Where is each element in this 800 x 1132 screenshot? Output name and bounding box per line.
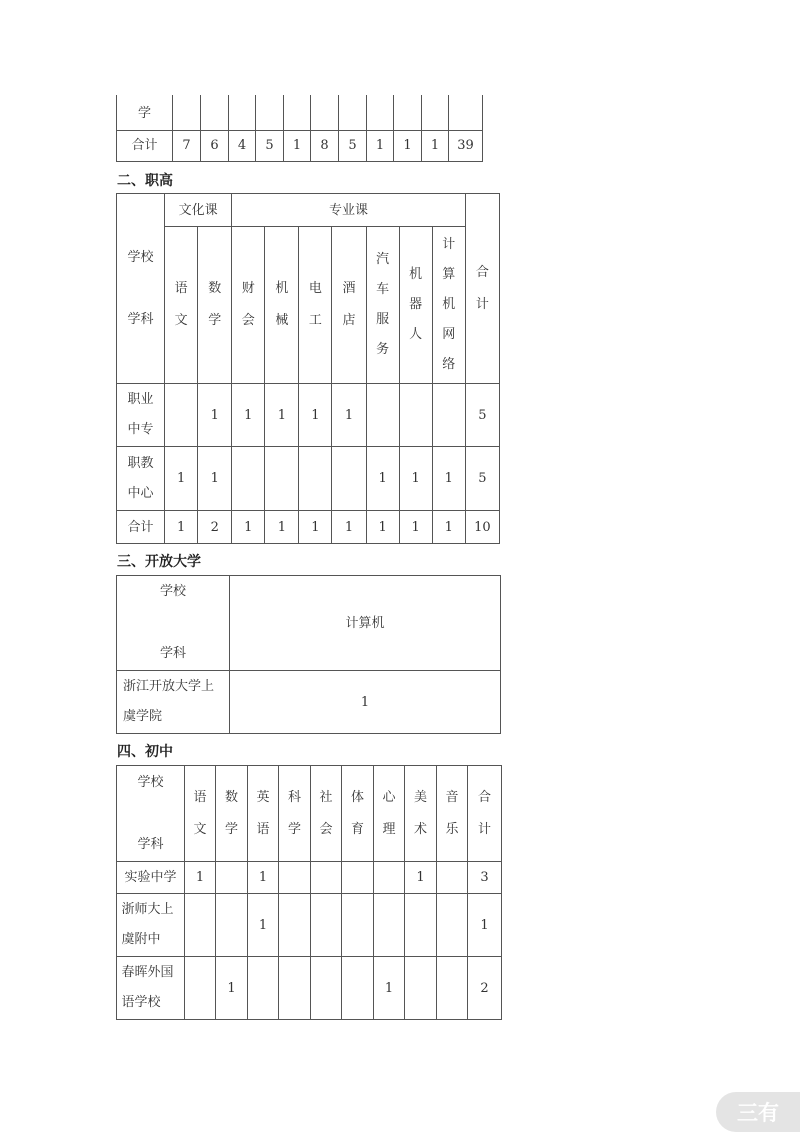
- table-cell: 2: [468, 957, 502, 1020]
- table-cell: 1: [230, 671, 501, 734]
- table-cell: 10: [465, 511, 499, 544]
- table-cell: [405, 957, 437, 1020]
- subject-header: 语文: [165, 227, 198, 384]
- group-header-culture: 文化课: [165, 194, 232, 227]
- table-cell: [265, 447, 299, 511]
- table-row-total: [117, 511, 500, 544]
- subject-header-row: [117, 227, 500, 384]
- table-cell: [216, 894, 248, 957]
- corner-header: [117, 766, 185, 862]
- subject-header: 音乐: [437, 766, 468, 862]
- table-cell: 1: [284, 130, 311, 161]
- table-cell: [432, 384, 465, 447]
- table-cell: 7: [173, 130, 201, 161]
- table-cell: 1: [405, 862, 437, 894]
- total-label: 合计: [117, 511, 165, 544]
- table-header-row: [117, 766, 502, 862]
- school-name: 浙师大上虞附中: [117, 894, 185, 957]
- table-cell: 1: [265, 384, 299, 447]
- table-cell: [311, 894, 342, 957]
- table-cell: [299, 447, 332, 511]
- table-cell: 2: [198, 511, 232, 544]
- table-cell: 1: [232, 384, 265, 447]
- table-cell: [185, 894, 216, 957]
- table-row: [117, 95, 483, 130]
- table-cell: 1: [216, 957, 248, 1020]
- table-cell: [374, 894, 405, 957]
- table-cell: [342, 894, 374, 957]
- table-cell: [311, 957, 342, 1020]
- table-cell: 1: [248, 894, 279, 957]
- table-cell: [232, 447, 265, 511]
- table-cell: 1: [399, 511, 432, 544]
- subject-header: 财会: [232, 227, 265, 384]
- table-cell: 1: [332, 384, 366, 447]
- table-cell: [279, 957, 311, 1020]
- table-row-total: [117, 130, 483, 161]
- table-cell: 39: [449, 130, 483, 161]
- table-cell: 1: [165, 511, 198, 544]
- table-cell: [311, 862, 342, 894]
- table-cell: 1: [432, 447, 465, 511]
- school-name: 实验中学: [117, 862, 185, 894]
- table-cell: 1: [165, 447, 198, 511]
- subject-header: 社会: [311, 766, 342, 862]
- table-cell: [437, 957, 468, 1020]
- table-continued: [116, 95, 483, 162]
- subject-header: 酒店: [332, 227, 366, 384]
- table-cell: 1: [248, 862, 279, 894]
- table-cell: [437, 894, 468, 957]
- table-cell: 1: [367, 130, 394, 161]
- table-cell: [332, 447, 366, 511]
- table-cell: [374, 862, 405, 894]
- open-university-table: [116, 575, 501, 734]
- table-cell: 1: [399, 447, 432, 511]
- junior-high-table: [116, 765, 502, 1020]
- corner-header: [117, 194, 165, 384]
- corner-school-label: 学校: [137, 774, 164, 790]
- table-cell: 1: [468, 894, 502, 957]
- subject-header: 计算机网络: [432, 227, 465, 384]
- subject-header: 机械: [265, 227, 299, 384]
- table-cell: 5: [256, 130, 284, 161]
- table-row: [117, 447, 500, 511]
- table-row: [117, 384, 500, 447]
- table-cell: 1: [394, 130, 422, 161]
- school-name: 职业中专: [117, 384, 165, 447]
- table-cell: 8: [311, 130, 339, 161]
- table-cell: 1: [299, 511, 332, 544]
- table-cell: 5: [465, 384, 499, 447]
- total-label: 合计: [117, 130, 173, 161]
- subject-header: 体育: [342, 766, 374, 862]
- table-cell: [165, 384, 198, 447]
- table-row: [117, 671, 501, 734]
- subject-header: 英语: [248, 766, 279, 862]
- corner-subject-label: 学科: [159, 646, 186, 661]
- vocational-table: [116, 193, 500, 544]
- table-cell: 5: [465, 447, 499, 511]
- table-row: [117, 957, 502, 1020]
- table-cell: 1: [432, 511, 465, 544]
- school-name: 浙江开放大学上虞学院: [117, 671, 230, 734]
- corner-subject-label: 学科: [137, 836, 164, 852]
- table-cell: 1: [185, 862, 216, 894]
- table-cell: 3: [468, 862, 502, 894]
- table-cell: [342, 862, 374, 894]
- table-cell: [216, 862, 248, 894]
- table-cell: 5: [339, 130, 367, 161]
- table-cell: [279, 862, 311, 894]
- brand-logo[interactable]: 三有: [716, 1092, 800, 1132]
- table-cell: [279, 894, 311, 957]
- table-cell: [405, 894, 437, 957]
- table-cell: 1: [198, 384, 232, 447]
- subject-header: 心理: [374, 766, 405, 862]
- table-cell: [437, 862, 468, 894]
- corner-header: [117, 576, 230, 671]
- corner-subject-label: 学科: [127, 311, 154, 327]
- subject-header: 语文: [185, 766, 216, 862]
- table-cell: 4: [229, 130, 256, 161]
- school-name: 职教中心: [117, 447, 165, 511]
- table-cell: 1: [299, 384, 332, 447]
- table-cell: 1: [366, 511, 399, 544]
- section-title-junior-high: 四、初中: [117, 744, 173, 760]
- table-row: [117, 862, 502, 894]
- corner-school-label: 学校: [159, 584, 186, 599]
- table-cell: 1: [374, 957, 405, 1020]
- subject-header: 计算机: [230, 576, 501, 671]
- table-cell: [342, 957, 374, 1020]
- table-cell: [366, 384, 399, 447]
- table-cell: 1: [198, 447, 232, 511]
- table-row: [117, 894, 502, 957]
- table-cell: 1: [422, 130, 449, 161]
- subject-header: 电工: [299, 227, 332, 384]
- total-header: 合计: [468, 766, 502, 862]
- section-title-vocational: 二、职高: [117, 173, 173, 189]
- group-header-major: 专业课: [232, 194, 466, 227]
- table-header-row: [117, 576, 501, 671]
- school-name: 春晖外国语学校: [117, 957, 185, 1020]
- subject-header: 美术: [405, 766, 437, 862]
- subject-header: 汽车服务: [366, 227, 399, 384]
- table-cell: [185, 957, 216, 1020]
- table-cell: 1: [332, 511, 366, 544]
- table-cell: 1: [232, 511, 265, 544]
- table-header-row: [117, 194, 500, 227]
- table-cell: 6: [201, 130, 229, 161]
- table-cell: [248, 957, 279, 1020]
- table-cell: 1: [366, 447, 399, 511]
- total-header: 合计: [465, 194, 499, 384]
- table-cell: 1: [265, 511, 299, 544]
- subject-header: 数学: [198, 227, 232, 384]
- table-cell: [399, 384, 432, 447]
- corner-school-label: 学校: [127, 249, 154, 265]
- subject-header: 机器人: [399, 227, 432, 384]
- section-title-open-university: 三、开放大学: [117, 554, 201, 570]
- subject-header: 科学: [279, 766, 311, 862]
- partial-school-label: 学: [137, 106, 151, 121]
- subject-header: 数学: [216, 766, 248, 862]
